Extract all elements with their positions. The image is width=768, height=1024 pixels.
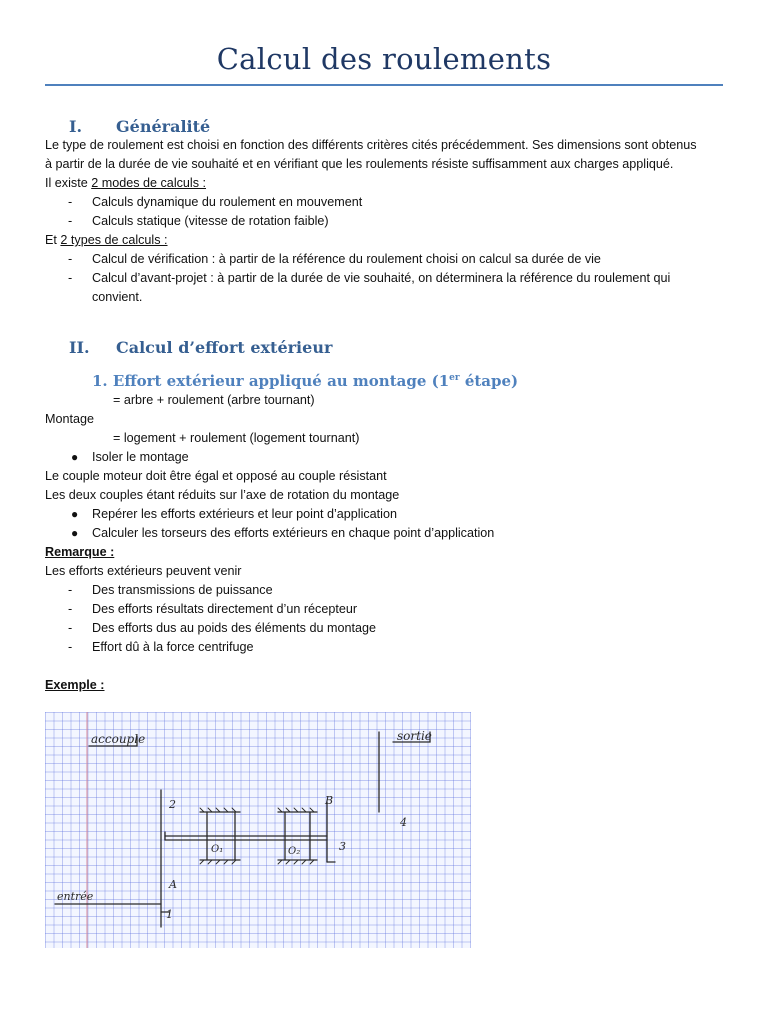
- section-2-title: Calcul d’effort extérieur: [116, 338, 333, 357]
- modes-prefix: Il existe: [45, 176, 92, 190]
- list-item: Calcul d’avant-projet : à partir de la durée de vie souhaité, on déterminera la référence du roulement qui: [92, 271, 671, 285]
- paragraph-line: à partir de la durée de vie souhaité et en vérifiant que les roulements résiste suffisamment aux charges appliqué.: [45, 157, 674, 171]
- sketch-drawing: [45, 712, 471, 948]
- montage-eq-1: = arbre + roulement (arbre tournant): [113, 393, 315, 407]
- bullet-item: Isoler le montage: [92, 450, 189, 464]
- list-dash: -: [68, 195, 73, 209]
- types-prefix: Et: [45, 233, 61, 247]
- sketch-label-B: B: [325, 794, 334, 807]
- bullet-dot: ●: [71, 526, 79, 540]
- sketch-label-1: 1: [166, 908, 173, 921]
- title-underline: [45, 84, 723, 86]
- list-dash: -: [68, 583, 73, 597]
- section-1-title: Généralité: [116, 117, 211, 136]
- sketch-label-o1: O₁: [211, 844, 224, 855]
- paragraph-line: Le couple moteur doit être égal et opposé au couple résistant: [45, 469, 387, 483]
- list-item: Calculs dynamique du roulement en mouvement: [92, 195, 363, 209]
- section-1-number: I.: [69, 117, 83, 136]
- list-item: Effort dû à la force centrifuge: [92, 640, 254, 654]
- list-item: Calcul de vérification : à partir de la référence du roulement choisi on calcul sa durée de vie: [92, 252, 601, 266]
- sketch-label-A: A: [169, 878, 177, 891]
- remarque-label: Remarque :: [45, 545, 115, 559]
- bullet-item: Calculer les torseurs des efforts extérieurs en chaque point d’application: [92, 526, 495, 540]
- modes-underlined: 2 modes de calculs :: [91, 176, 207, 190]
- sketch-label-accouple: accouple: [91, 732, 146, 746]
- list-dash: -: [68, 640, 73, 654]
- montage-label: Montage: [45, 412, 95, 426]
- bullet-dot: ●: [71, 450, 79, 464]
- list-item: Des transmissions de puissance: [92, 583, 273, 597]
- list-dash: -: [68, 602, 73, 616]
- list-item: Des efforts résultats directement d’un récepteur: [92, 602, 358, 616]
- paragraph-line: Les deux couples étant réduits sur l’axe de rotation du montage: [45, 488, 400, 502]
- section-2-number: II.: [69, 338, 90, 357]
- page-title: Calcul des roulements: [216, 42, 552, 76]
- bullet-item: Repérer les efforts extérieurs et leur point d’application: [92, 507, 397, 521]
- sketch-label-entree: entrée: [57, 890, 94, 903]
- list-dash: -: [68, 271, 73, 285]
- hand-drawn-sketch: [45, 712, 471, 948]
- sketch-label-sortie: sortie: [397, 729, 432, 743]
- montage-eq-2: = logement + roulement (logement tournant): [113, 431, 360, 445]
- list-dash: -: [68, 214, 73, 228]
- list-item: Calculs statique (vitesse de rotation faible): [92, 214, 329, 228]
- types-line: [45, 231, 168, 250]
- list-dash: -: [68, 252, 73, 266]
- types-underlined: 2 types de calculs :: [60, 233, 168, 247]
- bullet-dot: ●: [71, 507, 79, 521]
- sketch-label-o2: O₂: [288, 846, 301, 857]
- list-item-continuation: convient.: [92, 290, 143, 304]
- remarque-intro: Les efforts extérieurs peuvent venir: [45, 564, 242, 578]
- subsection-1-heading: [92, 372, 518, 390]
- list-item: Des efforts dus au poids des éléments du montage: [92, 621, 376, 635]
- sketch-label-3: 3: [339, 840, 346, 853]
- exemple-label: Exemple :: [45, 678, 105, 692]
- subsection-1-sup: er: [449, 373, 460, 383]
- sketch-label-4: 4: [400, 816, 407, 829]
- list-dash: -: [68, 621, 73, 635]
- subsection-1-suffix: étape): [459, 372, 519, 390]
- subsection-1-prefix: 1. Effort extérieur appliqué au montage (1: [92, 372, 450, 390]
- sketch-label-2: 2: [169, 798, 176, 811]
- paragraph-line: Le type de roulement est choisi en fonction des différents critères cités précédemment. Ses dimensions sont obtenus: [45, 138, 697, 152]
- modes-line: [45, 174, 206, 193]
